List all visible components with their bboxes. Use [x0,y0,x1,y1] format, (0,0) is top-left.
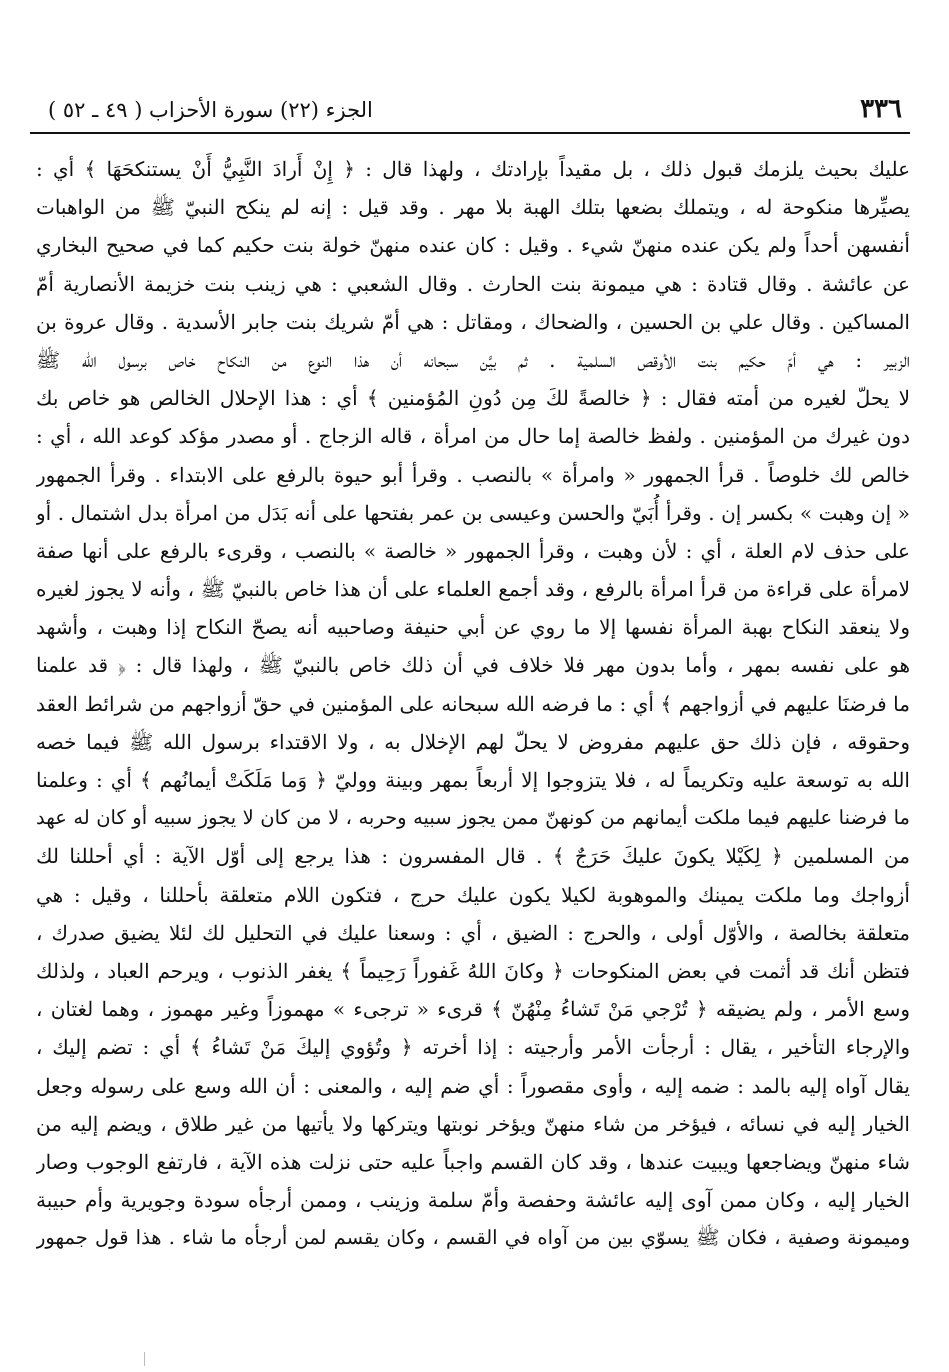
text-line: لا يحلّ لغيره من أمته فقال : ﴿ خالصةً لكَ مِن دُونِ المُؤمنين ﴾ أي : هذا الإحلال الخالص هو خاص بك [36,386,910,411]
text-line: خالص لك خلوصاً . قرأ الجمهور « وامرأة » بالنصب . وقرأ أبو حيوة بالرفع على الابتداء . وقرأ الجمهور [36,462,910,487]
text-line: والإرجاء التأخير ، يقال : أرجأت الأمر وأرجيته : إذا أخرته ﴿ وتُؤوي إليكَ مَنْ تَشاءُ ﴾ أي : تضم إليك ، [36,1035,910,1060]
page-header [30,92,908,130]
text-line: متعلقة بخالصة ، والأوّل أولى ، والحرج : الضيق ، أي : وسعنا عليك في التحليل لك لئلا يضيق صدرك ، [36,920,910,945]
text-line: لامرأة على قراءة من قرأ امرأة بالرفع ، وقد أجمع العلماء على أن هذا خاص بالنبيّ ﷺ ، وأنه لا يجوز لغيره [36,577,910,602]
header-rule [30,132,910,134]
text-line: الله به توسعة عليه وتكريماً له ، فلا يتزوجوا إلا أربعاً بمهر وبينة ووليّ ﴿ وَما مَلَكَتْ أيمانُهم ﴾ أي : وعلمنا [36,768,910,792]
text-line: أنفسهن أحداً ولم يكن عنده منهنّ شيء . وقيل : كان عنده منهنّ خولة بنت حكيم كما في صحيح البخاري [36,233,910,258]
text-line: على حذف لام العلة ، أي : لأن وهبت ، وقرأ الجمهور « خالصة » بالنصب ، وقرىء بالرفع على أنها صفة [36,538,910,563]
text-line: شاء منهنّ ويضاجعها ويبيت عندها ، وقد كان القسم واجباً عليه حتى نزلت هذه الآية ، فارتفع الوجوب وصار [36,1149,910,1174]
text-line: يصيِّرها منكوحة له ، ويتملك بضعها بتلك الهبة بلا مهر . وقد قيل : إنه لم ينكح النبيّ ﷺ من الواهبات [36,195,910,220]
text-line: المساكين . وقال علي بن الحسين ، والضحاك ، ومقاتل : هي أمّ شريك بنت جابر الأسدية . وقال عروة بن [36,309,910,334]
text-line: فتظن أنك قد أثمت في بعض المنكوحات ﴿ وكانَ اللهُ غَفوراً رَحِيماً ﴾ يغفر الذنوب ، ويرحم العباد ، ولذلك [36,958,910,983]
text-line: هو على نفسه بمهر ، وأما بدون مهر فلا خلاف في أن ذلك خاص بالنبيّ ﷺ ، ولهذا قال : ﴿ قد علمنا [36,653,910,678]
text-line: أزواجك وما ملكت يمينك والموهوبة لكيلا يكون عليك حرج ، فتكون اللام متعلقة بأحللنا ، وقيل : هي [36,882,910,907]
text-line: دون غيرك من المؤمنين . ولفظ خالصة إما حال من امرأة ، قاله الزجاج . أو مصدر مؤكد كوعد الله ، أي : [36,424,910,449]
text-line: الخيار إليه في نسائه ، فيؤخر من شاء منهنّ ويؤخر نوبتها ويتركها ولا يأتيها من غير طلاق ، ويضم إليه من [36,1111,910,1136]
scan-mark [144,1352,155,1366]
page-number: ٣٣٦ [860,94,902,124]
running-head: الجزء (٢٢) سورة الأحزاب ( ٤٩ ـ ٥٢ ) [48,98,373,122]
text-line: وحقوقه ، فإن ذلك حق عليهم مفروض لا يحلّ لهم الإخلال به ، ولا الاقتداء برسول الله ﷺ فيما خصه [36,729,910,754]
text-line: ما فرضنَا عليهم في أزواجهم ﴾ أي : ما فرضه الله سبحانه على المؤمنين في حقّ أزواجهم من شرائط العقد [36,691,910,716]
text-line: ما فرضنا عليهم فيما ملكت أيمانهم من كونهنّ ممن يجوز سبيه وحربه ، لا من كان لا يجوز سبيه أو كان له عهد [36,806,910,830]
text-line: ولا ينعقد النكاح بهبة المرأة نفسها إلا ما روي عن أبي حنيفة وصاحبيه أنه يصحّ النكاح إذا وهبت ، وأشهد [36,615,910,640]
body-text [36,150,910,1257]
text-line: الخيار إليه ، وكان ممن آوى إليه عائشة وحفصة وأمّ سلمة وزينب ، وممن أرجأه سودة وجويرية وأم حبيبة [36,1188,910,1213]
text-line: الزبير : هي أمّ حكيم بنت الأوقص السلمية . ثم بيَّن سبحانه أن هذا النوع من النكاح خاص برسول الله ﷺ [36,347,910,372]
text-line: « إن وهبت » بكسر إن . وقرأ أُبَيّ والحسن وعيسى بن عمر بفتحها على أنه بَدَل من امرأة بدل اشتمال . أو [36,500,910,525]
text-line: وميمونة وصفية ، فكان ﷺ يسوّي بين من آواه في القسم ، وكان يقسم لمن أرجأه ما شاء . هذا قول جمهور [36,1226,910,1250]
text-line: عن عائشة . وقال قتادة : هي ميمونة بنت الحارث . وقال الشعبي : هي زينب بنت خزيمة الأنصارية أمّ [36,271,910,296]
text-line: من المسلمين ﴿ لِكَيْلا يكونَ عليكَ حَرَجٌ ﴾ . قال المفسرون : هذا يرجع إلى أوّل الآية : أي أحللنا لك [36,844,910,869]
text-line: عليك بحيث يلزمك قبول ذلك ، بل مقيداً بإرادتك ، ولهذا قال : ﴿ إِنْ أَرادَ النَّبِيُّ أَنْ يستنكحَهَا ﴾ أي : [36,157,910,181]
text-line: وسع الأمر ، ولم يضيقه ﴿ تُرْجي مَنْ تَشاءُ مِنْهُنّ ﴾ قرىء « ترجىء » مهموزاً وغير مهموز ، وهما لغتان ، [36,997,910,1022]
text-line: يقال آواه إليه بالمد : ضمه إليه ، وأوى مقصوراً : أي ضم إليه ، والمعنى : أن الله وسع على رسوله وجعل [36,1073,910,1098]
